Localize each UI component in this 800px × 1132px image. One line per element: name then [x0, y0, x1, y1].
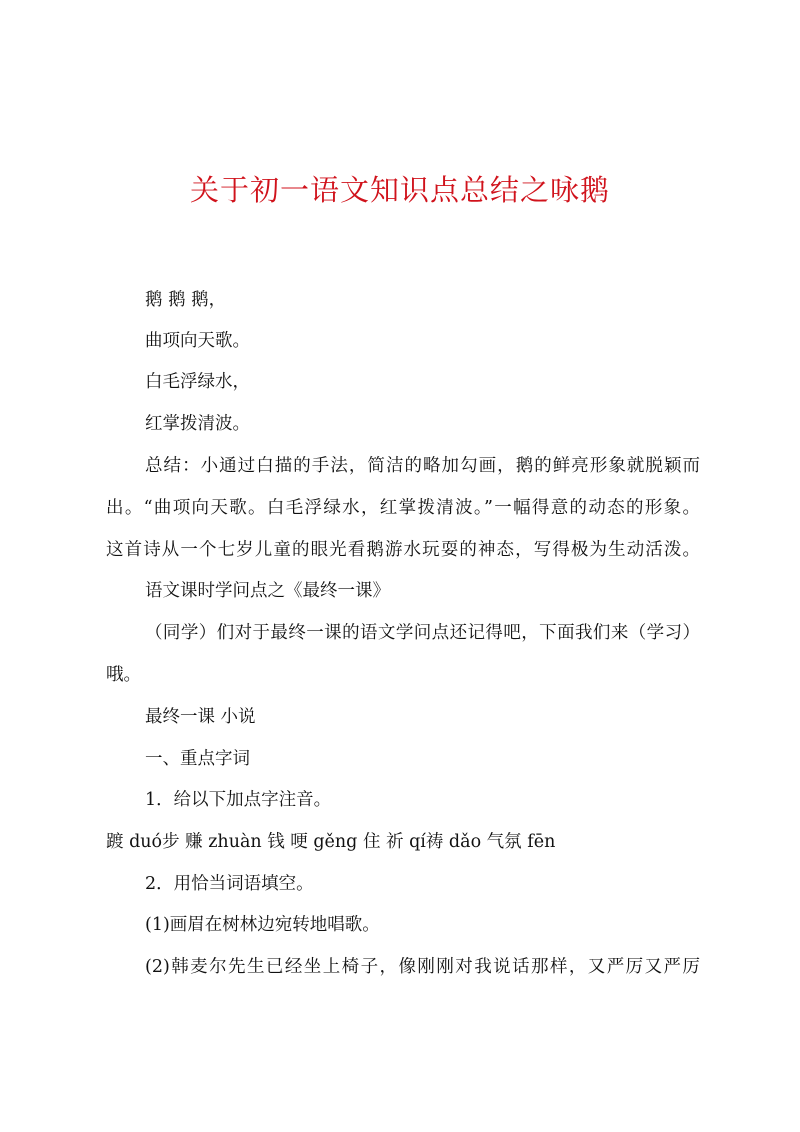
document-title: 关于初一语文知识点总结之咏鹅	[189, 173, 610, 207]
exercise-2-item-1: (1)画眉在树林边宛转地唱歌。	[145, 915, 380, 935]
exercise-2-item-2: (2)韩麦尔先生已经坐上椅子，像刚刚对我说话那样，又严厉又严厉	[145, 957, 700, 977]
exercise-1-pinyin-line: 踱 duó步 赚 zhuàn 钱 哽 gěng 住 祈 qí祷 dǎo 气氛 fēn	[106, 832, 556, 852]
poem-line-1: 鹅 鹅 鹅，	[145, 290, 227, 310]
intro-paragraph-line-2: 哦。	[106, 665, 141, 685]
exercise-2-instruction: 2．用恰当词语填空。	[145, 874, 314, 894]
section-heading-key-words: 一、重点字词	[145, 749, 250, 769]
text-title-line: 最终一课 小说	[145, 707, 256, 727]
poem-line-4: 红掌拨清波。	[145, 414, 250, 434]
poem-line-3: 白毛浮绿水，	[145, 372, 250, 392]
summary-paragraph-line-1: 总结：小通过白描的手法，简洁的略加勾画，鹅的鲜亮形象就脱颖而	[145, 456, 700, 476]
summary-paragraph-line-2: 出。“曲项向天歌。白毛浮绿水，红掌拨清波。”一幅得意的动态的形象。	[106, 498, 700, 518]
section-heading-last-lesson: 语文课时学问点之《最终一课》	[145, 581, 390, 601]
intro-paragraph-line-1: （同学）们对于最终一课的语文学问点还记得吧，下面我们来（学习）	[145, 623, 700, 643]
summary-paragraph-line-3: 这首诗从一个七岁儿童的眼光看鹅游水玩耍的神态，写得极为生动活泼。	[106, 540, 700, 560]
exercise-1-instruction: 1．给以下加点字注音。	[145, 790, 332, 810]
poem-line-2: 曲项向天歌。	[145, 331, 250, 351]
